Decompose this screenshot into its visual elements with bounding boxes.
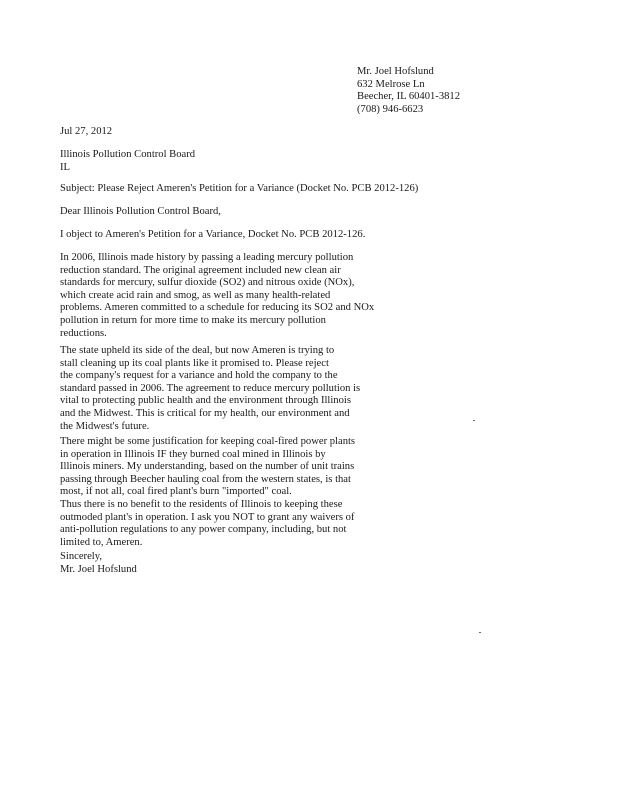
closing: Sincerely, <box>60 551 102 562</box>
recipient-address <box>60 149 195 174</box>
paragraph-line: Thus there is no benefit to the residents of Illinois to keeping these <box>60 498 343 510</box>
salutation: Dear Illinois Pollution Control Board, <box>60 206 221 217</box>
paragraph-line: which create acid rain and smog, as well as many health-related <box>60 289 331 301</box>
recipient-name: Illinois Pollution Control Board <box>60 149 196 160</box>
sign-off <box>60 551 137 576</box>
paragraph-3 <box>60 436 355 549</box>
paragraph-line: There might be some justification for keeping coal-fired power plants <box>60 436 356 447</box>
paragraph-line: In 2006, Illinois made history by passing a leading mercury pollution <box>60 252 354 263</box>
paragraph-line: outmoded plant's in operation. I ask you NOT to grant any waivers of <box>60 511 355 523</box>
paragraph-line: passing through Beecher hauling coal from the western states, is that <box>60 473 351 485</box>
paragraph-line: problems. Ameren committed to a schedule for reducing its SO2 and NOx <box>60 302 375 314</box>
paragraph-line: Illinois miners. My understanding, based on the number of unit trains <box>60 461 355 473</box>
paragraph-line: most, if not all, coal fired plant's burn "imported" coal. <box>60 486 292 498</box>
sender-name: Mr. Joel Hofslund <box>357 66 434 77</box>
paragraph-line: limited to, Ameren. <box>60 536 143 548</box>
sender-city: Beecher, IL 60401-3812 <box>357 91 461 103</box>
intro-line: I object to Ameren's Petition for a Variance, Docket No. PCB 2012-126. <box>60 229 366 240</box>
paragraph-line: pollution in return for more time to make its mercury pollution <box>60 314 326 326</box>
recipient-state: IL <box>60 161 70 173</box>
paragraph-line: vital to protecting public health and the environment through Illinois <box>60 395 351 407</box>
scan-speck <box>473 420 475 421</box>
paragraph-line: the company's request for a variance and hold the company to the <box>60 370 338 382</box>
paragraph-line: and the Midwest. This is critical for my health, our environment and <box>60 407 350 419</box>
signature: Mr. Joel Hofslund <box>60 563 137 575</box>
paragraph-line: the Midwest's future. <box>60 420 150 432</box>
letter-date: Jul 27, 2012 <box>60 126 113 137</box>
paragraph-line: reductions. <box>60 327 107 339</box>
paragraph-1 <box>60 252 374 340</box>
paragraph-line: in operation in Illinois IF they burned coal mined in Illinois by <box>60 448 326 460</box>
paragraph-line: stall cleaning up its coal plants like it promised to. Please reject <box>60 357 329 369</box>
paragraph-line: anti-pollution regulations to any power company, including, but not <box>60 524 347 536</box>
paragraph-2 <box>60 345 360 433</box>
sender-address <box>357 66 460 116</box>
sender-phone: (708) 946-6623 <box>357 103 424 115</box>
scan-speck <box>479 632 481 633</box>
paragraph-line: The state upheld its side of the deal, but now Ameren is trying to <box>60 345 335 356</box>
paragraph-line: standards for mercury, sulfur dioxide (SO2) and nitrous oxide (NOx), <box>60 277 355 289</box>
paragraph-line: reduction standard. The original agreement included new clean air <box>60 264 341 276</box>
subject-line: Subject: Please Reject Ameren's Petition for a Variance (Docket No. PCB 2012-126) <box>60 183 419 194</box>
paragraph-line: standard passed in 2006. The agreement to reduce mercury pollution is <box>60 382 361 394</box>
sender-street: 632 Melrose Ln <box>357 78 425 90</box>
